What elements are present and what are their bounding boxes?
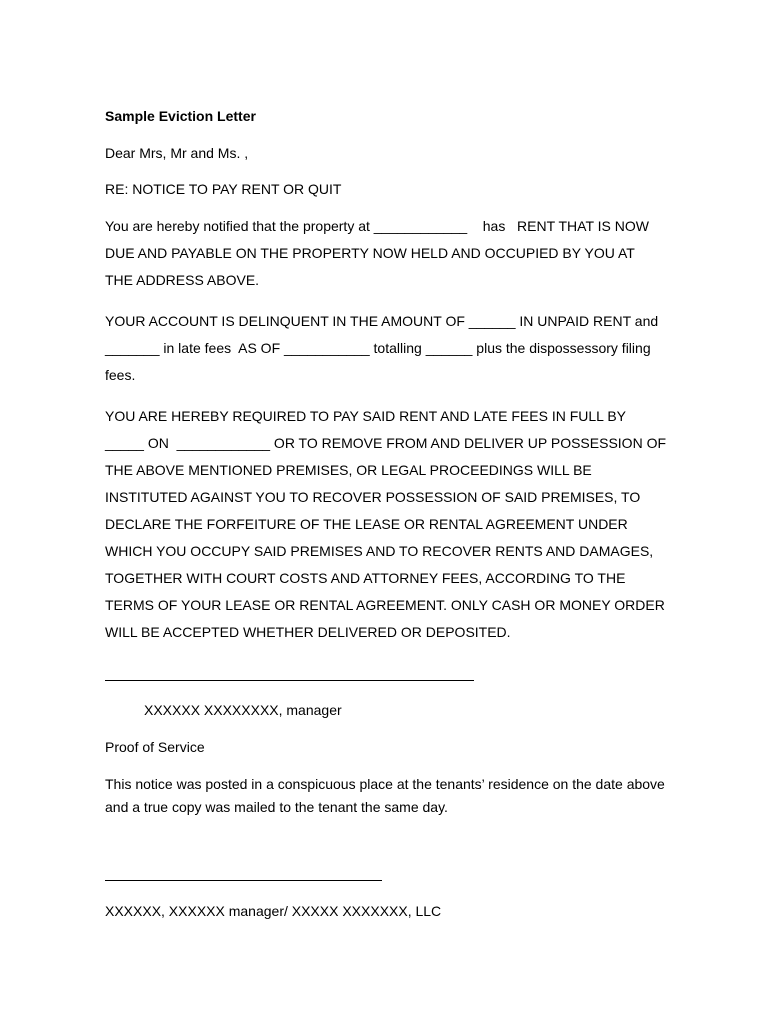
para3-line: WHICH YOU OCCUPY SAID PREMISES AND TO RECOVER RENTS AND DAMAGES, xyxy=(105,543,654,559)
proof-of-service-heading: Proof of Service xyxy=(105,739,205,755)
para3-line: YOU ARE HEREBY REQUIRED TO PAY SAID RENT AND LATE FEES IN FULL BY xyxy=(105,408,627,424)
document-title: Sample Eviction Letter xyxy=(105,108,256,124)
para3-line: INSTITUTED AGAINST YOU TO RECOVER POSSESSION OF SAID PREMISES, TO xyxy=(105,489,641,505)
para2-line: YOUR ACCOUNT IS DELINQUENT IN THE AMOUNT OF ______ IN UNPAID RENT and xyxy=(105,313,659,329)
salutation: Dear Mrs, Mr and Ms. , xyxy=(105,145,249,161)
signature-line xyxy=(105,880,382,881)
para2-line: _______ in late fees AS OF ___________ totalling ______ plus the dispossessory filing xyxy=(105,340,651,356)
para3-line: _____ ON ____________ OR TO REMOVE FROM AND DELIVER UP POSSESSION OF xyxy=(105,435,667,451)
para1-line: DUE AND PAYABLE ON THE PROPERTY NOW HELD AND OCCUPIED BY YOU AT xyxy=(105,245,635,261)
para3-line: TERMS OF YOUR LEASE OR RENTAL AGREEMENT. ONLY CASH OR MONEY ORDER xyxy=(105,597,665,613)
signature-line xyxy=(105,680,474,681)
para3-line: DECLARE THE FORFEITURE OF THE LEASE OR RENTAL AGREEMENT UNDER xyxy=(105,516,628,532)
para1-line: You are hereby notified that the property at ____________ has RENT THAT IS NOW xyxy=(105,218,649,234)
signer-name: XXXXXX XXXXXXXX, manager xyxy=(144,702,342,718)
proof-text-line: This notice was posted in a conspicuous place at the tenants’ residence on the date above xyxy=(105,776,665,792)
subject-line: RE: NOTICE TO PAY RENT OR QUIT xyxy=(105,181,342,197)
footer-signer: XXXXXX, XXXXXX manager/ XXXXX XXXXXXX, LLC xyxy=(105,903,442,919)
para3-line: THE ABOVE MENTIONED PREMISES, OR LEGAL PROCEEDINGS WILL BE xyxy=(105,462,592,478)
proof-text-line: and a true copy was mailed to the tenant the same day. xyxy=(105,799,448,815)
para3-line: TOGETHER WITH COURT COSTS AND ATTORNEY FEES, ACCORDING TO THE xyxy=(105,570,626,586)
para3-line: WILL BE ACCEPTED WHETHER DELIVERED OR DEPOSITED. xyxy=(105,624,511,640)
para2-line: fees. xyxy=(105,367,136,383)
para1-line: THE ADDRESS ABOVE. xyxy=(105,272,260,288)
